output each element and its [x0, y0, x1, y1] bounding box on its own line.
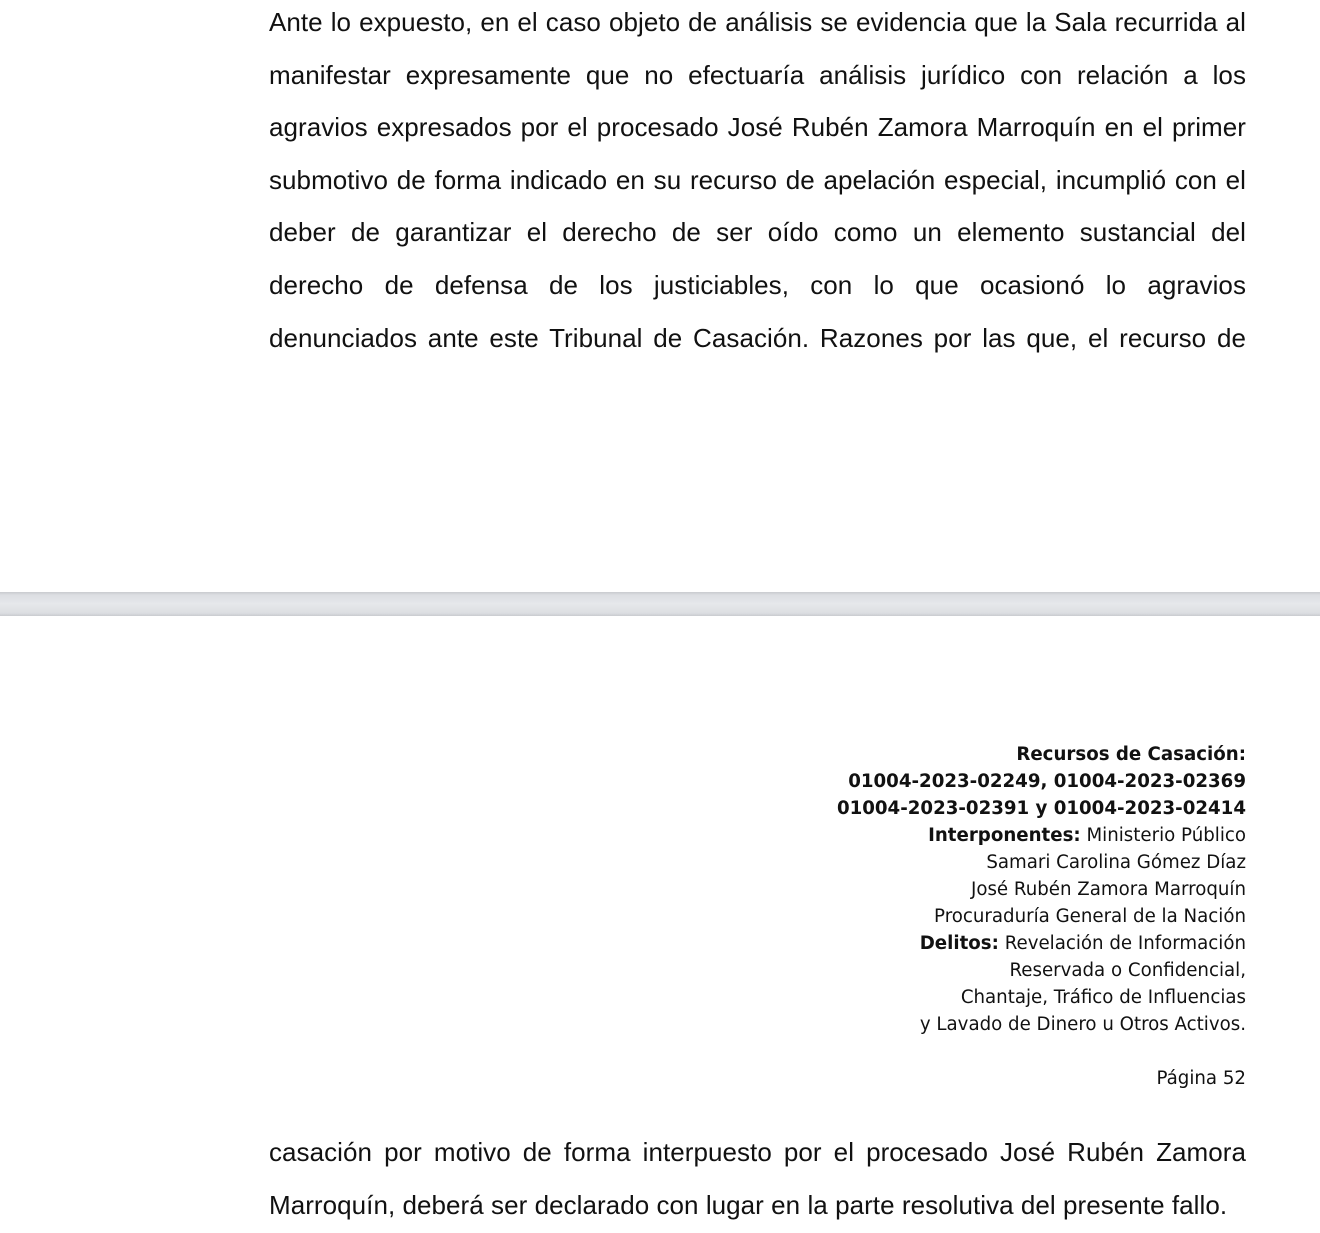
delitos-label: Delitos: — [919, 933, 999, 954]
paragraph-line: agravios expresados por el procesado José Rubén Zamora Marroquín en el primer — [269, 112, 1246, 143]
delito: y Lavado de Dinero u Otros Activos. — [919, 1014, 1246, 1035]
delitos-line — [726, 930, 1246, 957]
case-numbers: 01004-2023-02391 y 01004-2023-02414 — [836, 798, 1246, 819]
interponente: Samari Carolina Gómez Díaz — [986, 852, 1246, 873]
document-page-top — [0, 0, 1320, 592]
paragraph-line: manifestar expresamente que no efectuaría análisis jurídico con relación a los — [269, 59, 1246, 90]
delito: Chantaje, Tráfico de Influencias — [960, 987, 1246, 1008]
page-number: Página 52 — [1156, 1068, 1246, 1089]
interponente: Procuraduría General de la Nación — [934, 906, 1246, 927]
paragraph-line: Marroquín, deberá ser declarado con lugar en la parte resolutiva del presente fallo. — [269, 1189, 1228, 1220]
paragraph-line: Ante lo expuesto, en el caso objeto de análisis se evidencia que la Sala recurrida al — [269, 7, 1246, 37]
page-separator — [0, 592, 1320, 616]
paragraph-line: deber de garantizar el derecho de ser oído como un elemento sustancial del — [269, 217, 1246, 248]
body-paragraph — [269, 1126, 1246, 1231]
case-header — [726, 741, 1246, 1038]
interponentes-line — [726, 822, 1246, 849]
case-header-title: Recursos de Casación: — [1016, 744, 1246, 765]
paragraph-line: casación por motivo de forma interpuesto por el procesado José Rubén Zamora — [269, 1137, 1246, 1167]
interponentes-label: Interponentes: — [928, 825, 1081, 846]
body-paragraph — [269, 0, 1246, 364]
delito: Revelación de Información — [1004, 933, 1246, 954]
delito: Reservada o Confidencial, — [1009, 960, 1246, 981]
case-numbers: 01004-2023-02249, 01004-2023-02369 — [848, 771, 1246, 792]
interponente: Ministerio Público — [1086, 825, 1246, 846]
paragraph-line: denunciados ante este Tribunal de Casación. Razones por las que, el recurso de — [269, 322, 1246, 353]
interponente: José Rubén Zamora Marroquín — [970, 879, 1246, 900]
paragraph-line: derecho de defensa de los justiciables, con lo que ocasionó lo agravios — [269, 269, 1246, 300]
paragraph-line: submotivo de forma indicado en su recurso de apelación especial, incumplió con el — [269, 164, 1246, 195]
